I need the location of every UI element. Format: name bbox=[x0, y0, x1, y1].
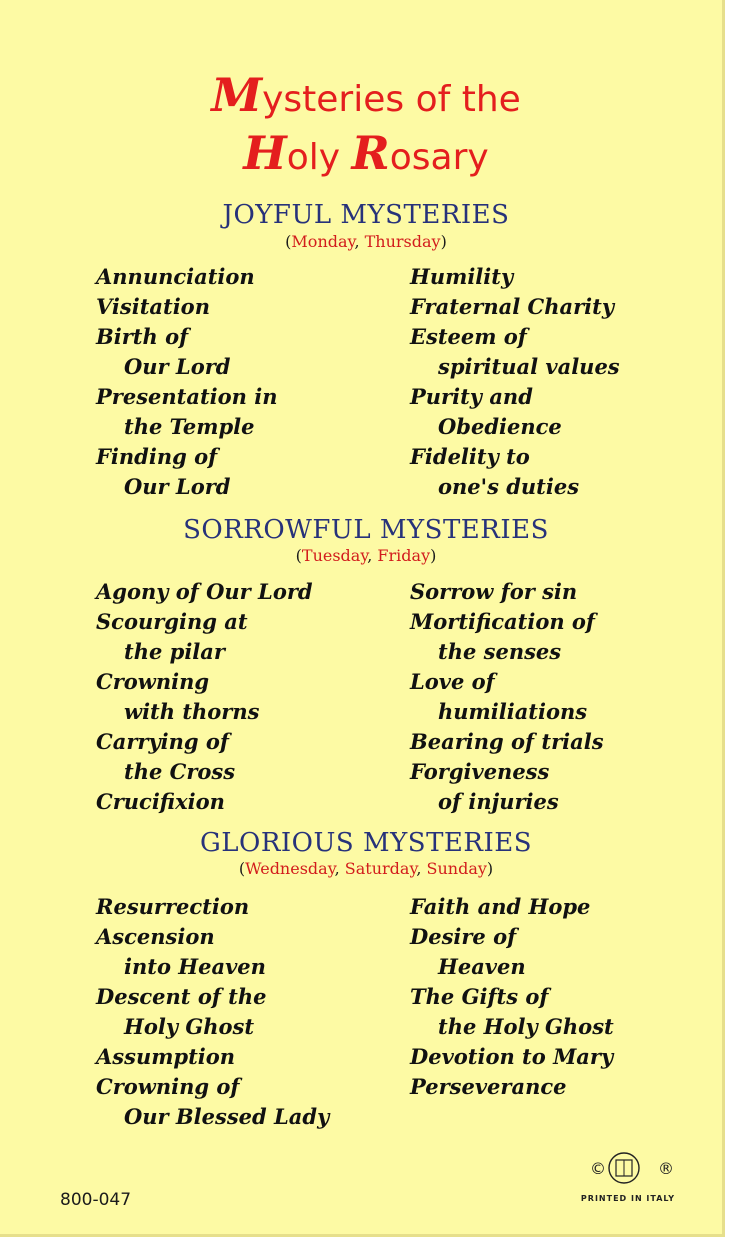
joyful-heading: JOYFUL MYSTERIES bbox=[222, 200, 510, 230]
list-item: Birth of bbox=[96, 324, 189, 349]
list-item: the Holy Ghost bbox=[438, 1014, 614, 1039]
list-item: with thorns bbox=[124, 699, 260, 724]
list-item: Perseverance bbox=[410, 1074, 567, 1099]
title-initial-h: H bbox=[243, 126, 287, 180]
list-item: the senses bbox=[438, 639, 562, 664]
list-item: one's duties bbox=[438, 474, 580, 499]
list-item: Love of bbox=[410, 669, 495, 694]
list-item: Carrying of bbox=[96, 729, 229, 754]
title-initial-m: M bbox=[211, 68, 263, 122]
sorrowful-right-list bbox=[410, 577, 604, 817]
glorious-left-list bbox=[96, 892, 329, 1132]
glorious-day-1: Wednesday bbox=[245, 859, 335, 878]
sorrowful-left-list bbox=[96, 577, 313, 817]
list-item: Humility bbox=[410, 264, 514, 289]
joyful-left-list bbox=[96, 262, 277, 502]
title-line-1 bbox=[0, 68, 732, 122]
list-item: Purity and bbox=[410, 384, 533, 409]
list-item: Forgiveness bbox=[410, 759, 550, 784]
glorious-days: (Wednesday, Saturday, Sunday) bbox=[238, 859, 494, 878]
joyful-days: (Monday, Thursday) bbox=[285, 232, 447, 251]
list-item: Scourging at bbox=[96, 609, 248, 634]
joyful-day-1: Monday bbox=[291, 232, 355, 251]
list-item: into Heaven bbox=[124, 954, 266, 979]
list-item: Resurrection bbox=[96, 894, 250, 919]
sorrowful-day-2: Friday bbox=[377, 546, 431, 565]
glorious-day-3: Sunday bbox=[426, 859, 487, 878]
list-item: Mortification of bbox=[410, 609, 595, 634]
list-item: Descent of the bbox=[96, 984, 267, 1009]
list-item: spiritual values bbox=[438, 354, 620, 379]
list-item: Faith and Hope bbox=[410, 894, 591, 919]
list-item: Crowning bbox=[96, 669, 210, 694]
list-item: Crucifixion bbox=[96, 789, 225, 814]
title-line-1-text: ysteries of the bbox=[262, 79, 521, 120]
sorrowful-heading: SORROWFUL MYSTERIES bbox=[183, 515, 549, 545]
list-item: Assumption bbox=[96, 1044, 236, 1069]
joyful-right-list bbox=[410, 262, 620, 502]
list-item: of injuries bbox=[438, 789, 559, 814]
list-item: the Cross bbox=[124, 759, 236, 784]
list-item: Crowning of bbox=[96, 1074, 240, 1099]
list-item: Holy Ghost bbox=[124, 1014, 255, 1039]
glorious-day-2: Saturday bbox=[344, 859, 417, 878]
list-item: Fraternal Charity bbox=[410, 294, 615, 319]
list-item: Our Lord bbox=[124, 474, 231, 499]
list-item: Visitation bbox=[96, 294, 210, 319]
list-item: Our Blessed Lady bbox=[124, 1104, 330, 1129]
list-item: Sorrow for sin bbox=[410, 579, 578, 604]
list-item: Fidelity to bbox=[410, 444, 530, 469]
sorrowful-days: (Tuesday, Friday) bbox=[295, 546, 437, 565]
list-item: Agony of Our Lord bbox=[96, 579, 313, 604]
list-item: Ascension bbox=[96, 924, 215, 949]
title-line-2-rest: osary bbox=[389, 137, 489, 178]
list-item: the Temple bbox=[124, 414, 255, 439]
product-code: 800-047 bbox=[60, 1190, 132, 1210]
list-item: the pilar bbox=[124, 639, 225, 664]
list-item: Our Lord bbox=[124, 354, 231, 379]
list-item: The Gifts of bbox=[410, 984, 549, 1009]
list-item: Desire of bbox=[410, 924, 517, 949]
list-item: humiliations bbox=[438, 699, 588, 724]
list-item: Bearing of trials bbox=[410, 729, 604, 754]
list-item: Finding of bbox=[96, 444, 218, 469]
list-item: Annunciation bbox=[96, 264, 255, 289]
list-item: Heaven bbox=[438, 954, 526, 979]
list-item: Esteem of bbox=[410, 324, 527, 349]
list-item: Presentation in bbox=[96, 384, 278, 409]
joyful-day-2: Thursday bbox=[364, 232, 441, 251]
printed-in-italy: PRINTED IN ITALY bbox=[580, 1194, 676, 1203]
list-item: Obedience bbox=[438, 414, 562, 439]
list-item: Devotion to Mary bbox=[410, 1044, 614, 1069]
glorious-right-list bbox=[410, 892, 614, 1102]
title-line-2 bbox=[0, 126, 732, 180]
copyright-symbol: © bbox=[590, 1159, 606, 1178]
sorrowful-day-1: Tuesday bbox=[301, 546, 368, 565]
title-line-2-mid: oly bbox=[286, 137, 352, 178]
registered-symbol: ® bbox=[658, 1159, 674, 1178]
title-initial-r: R bbox=[351, 126, 390, 180]
glorious-heading: GLORIOUS MYSTERIES bbox=[199, 828, 533, 858]
